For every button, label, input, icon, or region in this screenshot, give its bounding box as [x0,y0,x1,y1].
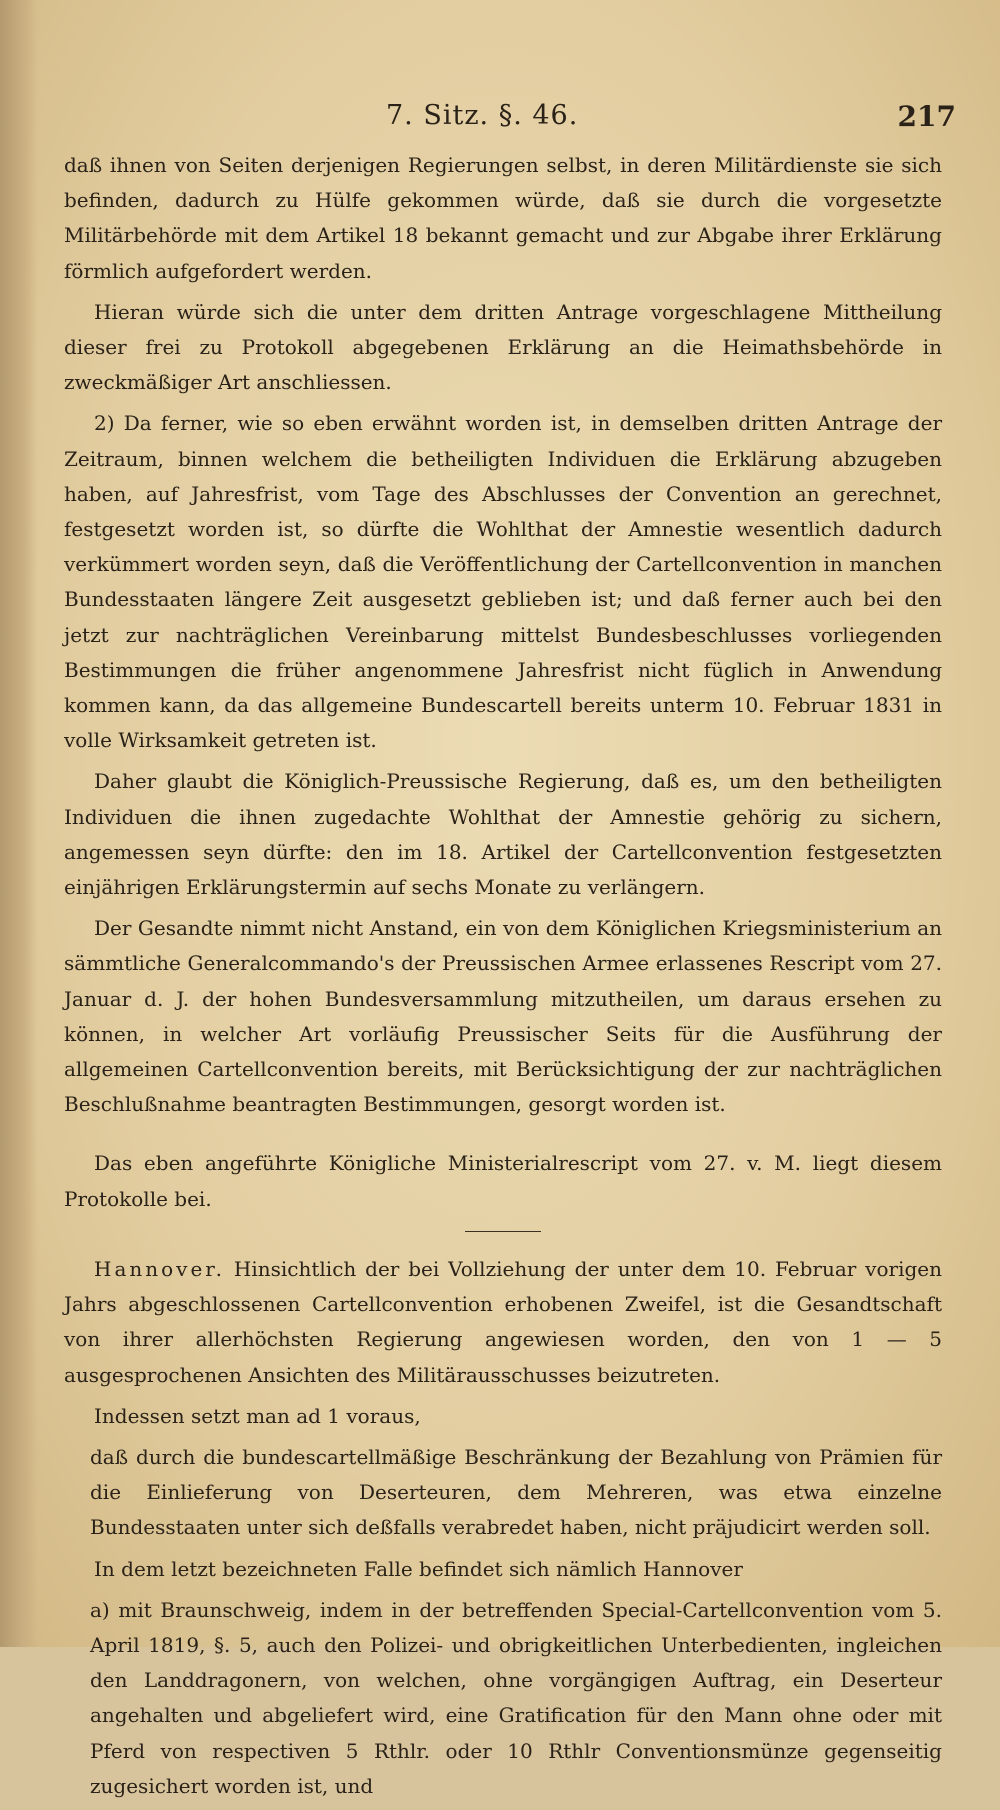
book-binding-shadow [0,0,38,1647]
speaker-hannover: Hannover. [94,1256,226,1281]
paragraph-preussische-regierung: Daher glaubt die Königlich-Preussische Regierung, daß es, um den betheiligten Individuen die ihnen zugedachte Wohlthat der Amnestie gehörig zu sichern, angemessen seyn dürfte: den im 18. Artikel der Cartellconvention festgesetzten einjährigen Erklärungstermin auf sechs Monate zu verlängern. [64,769,942,900]
paragraph-braunschweig: a) mit Braunschweig, indem in der betreffenden Special-Cartellconvention vom 5. April 1819, §. 5, auch den Polizei- und obrigkeitlichen Unterbedienten, ingleichen den Landdragonern, von welchen, ohne vorgängigen Auftrag, ein Deserteur angehalten und abgeliefert wird, eine Gratification für den Mann ohne oder mit Pferd von respectiven 5 Rthlr. oder 10 Rthlr Conventionsmünze gegenseitig zugesichert worden ist, und [90,1597,942,1798]
spacer [64,1128,942,1146]
paragraph-gesandte: Der Gesandte nimmt nicht Anstand, ein von dem Königlichen Kriegsministerium an sämmtliche Generalcommando's der Preussischen Armee erlassenes Rescript vom 27. Januar d. J. der hohen Bundesversammlung mitzutheilen, um daraus ersehen zu können, in welcher Art vorläufig Preussischer Seits für die Ausführung der allgemeinen Cartellconvention bereits, mit Berücksichtigung der zur nachträglichen Beschlußnahme beantragten Bestimmungen, gesorgt worden ist. [64,916,942,1117]
running-head: 7. Sitz. §. 46. [386,100,579,131]
section-divider [465,1231,541,1232]
paragraph-hannover [64,1252,942,1393]
paragraph-praemien: daß durch die bundescartellmäßige Beschränkung der Bezahlung von Prämien für die Einlieferung von Deserteuren, dem Mehreren, was etwa einzelne Bundesstaaten unter sich deßfalls verabredet haben, nicht präjudicirt werden soll. [90,1444,942,1540]
page-number: 217 [897,100,956,133]
paragraph-point-2: 2) Da ferner, wie so eben erwähnt worden ist, in demselben dritten Antrage der Zeitraum, binnen welchem die betheiligten Individuen die Erklärung abzugeben haben, auf Jahresfrist, vom Tage des Abschlusses der Convention an gerechnet, festgesetzt worden ist, so dürfte die Wohlthat der Amnestie wesentlich dadurch verkümmert worden seyn, daß die Veröffentlichung der Cartellconvention in manchen Bundesstaaten längere Zeit ausgesetzt geblieben ist; und daß ferner auch bei den jetzt zur nachträglichen Vereinbarung mittelst Bundesbeschlusses vorliegenden Bestimmungen die früher angenommene Jahresfrist nicht füglich in Anwendung kommen kann, da das allgemeine Bundescartell bereits unterm 10. Februar 1831 in volle Wirksamkeit getreten ist. [64,411,942,753]
page-header [56,100,956,140]
paragraph-heimathsbehoerde: Hieran würde sich die unter dem dritten Antrage vorgeschlagene Mittheilung dieser frei zu Protokoll abgegebenen Erklärung an die Heimathsbehörde in zweckmäßiger Art anschliessen. [64,299,942,395]
paragraph-hannover-text: Hinsichtlich der bei Vollziehung der unter dem 10. Februar vorigen Jahrs abgeschlossenen Cartellconvention erhobenen Zweifel, ist die Gesandtschaft von ihrer allerhöchsten Regierung angewiesen worden, den von 1 — 5 ausgesprochenen Ansichten des Militärausschusses beizutreten. [64,1256,942,1387]
paragraph-ad-1: Indessen setzt man ad 1 voraus, [94,1403,421,1428]
paragraph-hannover-fall: In dem letzt bezeichneten Falle befindet sich nämlich Hannover [94,1556,743,1581]
body-text [64,148,942,1810]
paragraph-ministerialrescript: Das eben angeführte Königliche Ministerialrescript vom 27. v. M. liegt diesem Protokolle bei. [64,1151,942,1211]
paragraph-continuation: daß ihnen von Seiten derjenigen Regierungen selbst, in deren Militärdienste sie sich befinden, dadurch zu Hülfe gekommen würde, daß sie durch die vorgesetzte Militärbehörde mit dem Artikel 18 bekannt gemacht und zur Abgabe ihrer Erklärung förmlich aufgefordert werden. [64,153,942,283]
